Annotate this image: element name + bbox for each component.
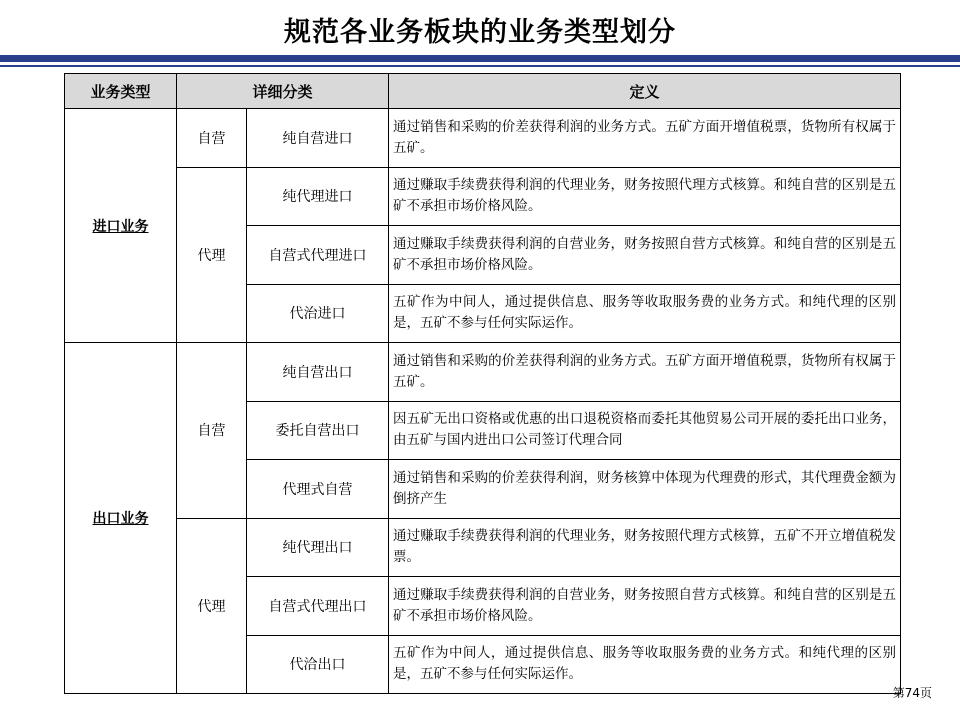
- definition-cell: 五矿作为中间人，通过提供信息、服务等收取服务费的业务方式。和纯代理的区别是，五矿不参与任何实际运作。: [389, 635, 901, 694]
- detail-cell: 纯代理进口: [247, 167, 389, 226]
- table-row: [65, 167, 901, 226]
- header-definition: 定义: [389, 74, 901, 109]
- business-type-table: [64, 73, 901, 694]
- category-cell: 代理: [177, 518, 247, 694]
- definition-cell: 通过销售和采购的价差获得利润的业务方式。五矿方面开增值税票，货物所有权属于五矿。: [389, 343, 901, 402]
- detail-cell: 纯自营进口: [247, 109, 389, 168]
- title-rule-thick: [0, 55, 960, 62]
- detail-cell: 自营式代理出口: [247, 577, 389, 636]
- definition-cell: 五矿作为中间人，通过提供信息、服务等收取服务费的业务方式。和纯代理的区别是，五矿不参与任何实际运作。: [389, 284, 901, 343]
- detail-cell: 委托自营出口: [247, 401, 389, 460]
- detail-cell: 代治进口: [247, 284, 389, 343]
- header-business-type: 业务类型: [65, 74, 177, 109]
- category-cell: 自营: [177, 109, 247, 168]
- page-number: 第74页: [892, 686, 932, 700]
- detail-cell: 代洽出口: [247, 635, 389, 694]
- table-row: [65, 518, 901, 577]
- title-rule-thin: [0, 65, 960, 67]
- definition-cell: 通过赚取手续费获得利润的代理业务，财务按照代理方式核算，五矿不开立增值税发票。: [389, 518, 901, 577]
- definition-cell: 通过赚取手续费获得利润的代理业务，财务按照代理方式核算。和纯自营的区别是五矿不承担市场价格风险。: [389, 167, 901, 226]
- table-row: [65, 343, 901, 402]
- group-type-import: 进口业务: [65, 109, 177, 343]
- definition-cell: 通过销售和采购的价差获得利润的业务方式。五矿方面开增值税票，货物所有权属于五矿。: [389, 109, 901, 168]
- detail-cell: 纯代理出口: [247, 518, 389, 577]
- detail-cell: 代理式自营: [247, 460, 389, 519]
- table-row: [65, 109, 901, 168]
- definition-cell: 通过赚取手续费获得利润的自营业务，财务按照自营方式核算。和纯自营的区别是五矿不承担市场价格风险。: [389, 577, 901, 636]
- definition-cell: 因五矿无出口资格或优惠的出口退税资格而委托其他贸易公司开展的委托出口业务，由五矿与国内进出口公司签订代理合同: [389, 401, 901, 460]
- detail-cell: 自营式代理进口: [247, 226, 389, 285]
- definition-cell: 通过赚取手续费获得利润的自营业务，财务按照自营方式核算。和纯自营的区别是五矿不承担市场价格风险。: [389, 226, 901, 285]
- category-cell: 自营: [177, 343, 247, 519]
- page-title: 规范各业务板块的业务类型划分: [284, 17, 676, 48]
- detail-cell: 纯自营出口: [247, 343, 389, 402]
- group-type-export: 出口业务: [65, 343, 177, 694]
- definition-cell: 通过销售和采购的价差获得利润，财务核算中体现为代理费的形式，其代理费金额为倒挤产生: [389, 460, 901, 519]
- header-detail-category: 详细分类: [177, 74, 389, 109]
- category-cell: 代理: [177, 167, 247, 343]
